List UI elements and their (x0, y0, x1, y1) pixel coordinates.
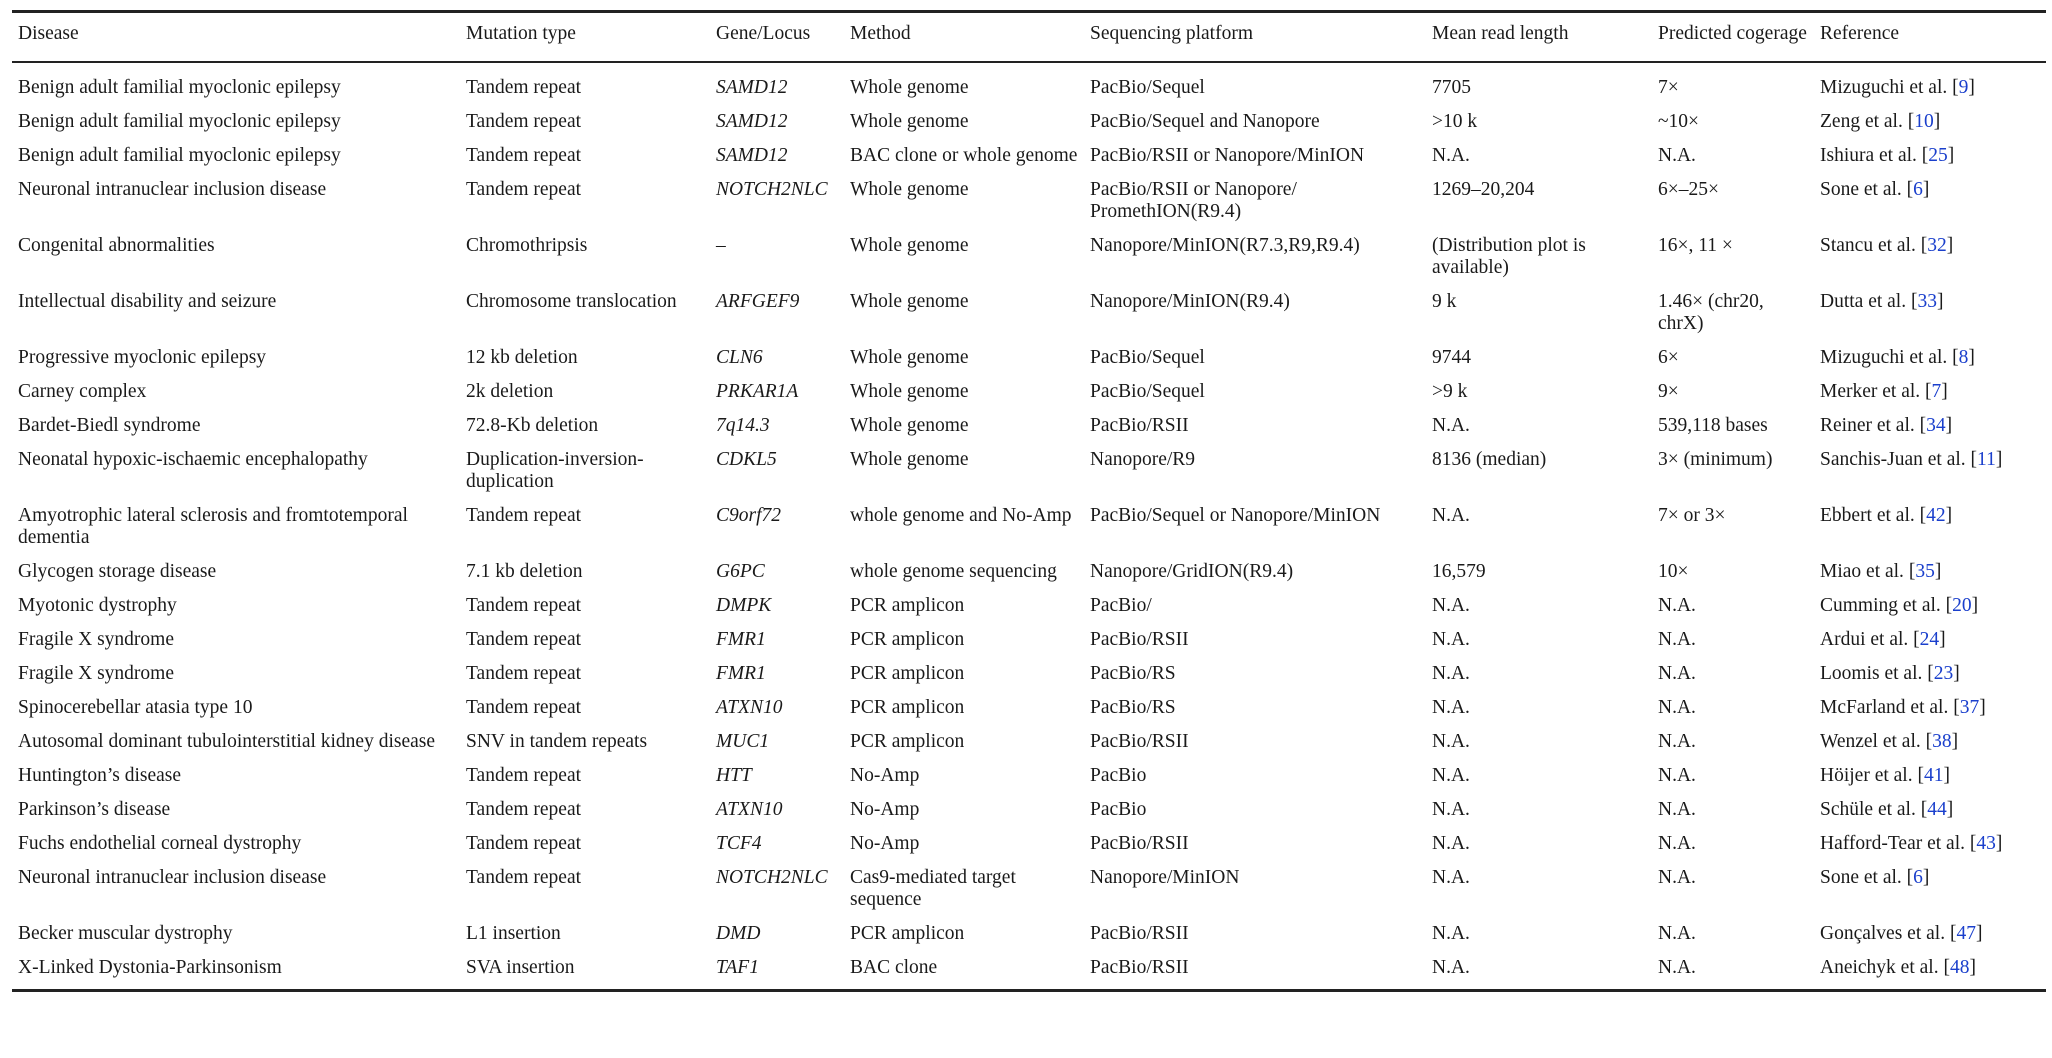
reference-citation-link[interactable]: 11 (1977, 448, 1996, 470)
mutation-type-cell: Tandem repeat (466, 76, 582, 98)
method-cell: Whole genome (850, 380, 969, 402)
disease-cell: Benign adult familial myoclonic epilepsy (18, 144, 341, 166)
gene-locus-cell: ARFGEF9 (716, 290, 800, 312)
header-method: Method (850, 23, 911, 44)
disease-cell: Huntington’s disease (18, 764, 182, 786)
gene-locus-cell: G6PC (716, 560, 765, 582)
method-cell: No-Amp (850, 764, 920, 786)
disease-cell: Congenital abnormalities (18, 234, 215, 256)
reference-citation-link[interactable]: 43 (1976, 832, 1996, 854)
table-row (12, 62, 2046, 102)
gene-locus-cell: 7q14.3 (716, 414, 770, 436)
gene-locus-cell: ATXN10 (716, 798, 783, 820)
sequencing-platform-cell: PacBio/RSII or Nanopore/MinION (1090, 144, 1365, 166)
reference-cell: Cumming et al. [20] (1820, 594, 1979, 616)
mean-read-length-cell: N.A. (1432, 594, 1470, 616)
table-row (12, 858, 2046, 914)
mutation-type-cell: 72.8-Kb deletion (466, 414, 599, 436)
mean-read-length-cell: 1269–20,204 (1432, 178, 1535, 200)
reference-cell: Ardui et al. [24] (1820, 628, 1946, 650)
reference-cell: Loomis et al. [23] (1820, 662, 1960, 684)
mutation-type-cell: Tandem repeat (466, 764, 582, 786)
method-cell: whole genome and No-Amp (850, 504, 1072, 526)
mutation-type-cell: SNV in tandem repeats (466, 730, 648, 752)
mean-read-length-cell: N.A. (1432, 798, 1470, 820)
reference-author: Mizuguchi et al. (1820, 346, 1948, 368)
mean-read-length-cell: 8136 (median) (1432, 448, 1547, 470)
header-sequencing-platform: Sequencing platform (1090, 23, 1253, 44)
table-row (12, 170, 2046, 226)
header-disease: Disease (18, 23, 79, 44)
gene-locus-cell: HTT (716, 764, 752, 786)
method-cell: Cas9-mediated target sequence (850, 866, 1016, 910)
mean-read-length-cell: N.A. (1432, 414, 1470, 436)
mutation-type-cell: Chromosome translocation (466, 290, 677, 312)
sequencing-platform-cell: PacBio (1090, 764, 1147, 786)
mutation-type-cell: Tandem repeat (466, 178, 582, 200)
disease-cell: Glycogen storage disease (18, 560, 217, 582)
disease-cell: Benign adult familial myoclonic epilepsy (18, 76, 341, 98)
mutation-type-cell: 12 kb deletion (466, 346, 578, 368)
reference-author: Loomis et al. (1820, 662, 1923, 684)
mutation-type-cell: 2k deletion (466, 380, 554, 402)
reference-citation-link[interactable]: 44 (1927, 798, 1947, 820)
predicted-coverage-cell: N.A. (1658, 144, 1696, 166)
mean-read-length-cell: N.A. (1432, 662, 1470, 684)
gene-locus-cell: SAMD12 (716, 110, 788, 132)
predicted-coverage-cell: N.A. (1658, 594, 1696, 616)
gene-locus-cell: FMR1 (716, 628, 766, 650)
reference-citation-link[interactable]: 32 (1927, 234, 1947, 256)
predicted-coverage-cell: N.A. (1658, 628, 1696, 650)
method-cell: Whole genome (850, 76, 969, 98)
reference-cell: Gonçalves et al. [47] (1820, 922, 1983, 944)
disease-cell: Spinocerebellar atasia type 10 (18, 696, 253, 718)
predicted-coverage-cell: N.A. (1658, 832, 1696, 854)
mutation-type-cell: Tandem repeat (466, 504, 582, 526)
table-row (12, 948, 2046, 991)
mutation-type-cell: Tandem repeat (466, 110, 582, 132)
reference-citation-link[interactable]: 20 (1952, 594, 1972, 616)
sequencing-platform-cell: PacBio/Sequel or Nanopore/MinION (1090, 504, 1381, 526)
reference-author: Wenzel et al. (1820, 730, 1921, 752)
mean-read-length-cell: N.A. (1432, 832, 1470, 854)
reference-author: Miao et al. (1820, 560, 1904, 582)
disease-cell: Autosomal dominant tubulointerstitial kidney disease (18, 730, 436, 752)
reference-author: Schüle et al. (1820, 798, 1916, 820)
mean-read-length-cell: N.A. (1432, 730, 1470, 752)
table-row (12, 282, 2046, 338)
gene-locus-cell: SAMD12 (716, 76, 788, 98)
predicted-coverage-cell: 10× (1658, 560, 1689, 582)
sequencing-platform-cell: PacBio/Sequel and Nanopore (1090, 110, 1320, 132)
gene-locus-cell: ATXN10 (716, 696, 783, 718)
method-cell: Whole genome (850, 234, 969, 256)
gene-locus-cell: MUC1 (716, 730, 770, 752)
table-row (12, 552, 2046, 586)
sequencing-platform-cell: PacBio/RSII (1090, 628, 1189, 650)
reference-author: Cumming et al. (1820, 594, 1941, 616)
reference-citation-link[interactable]: 41 (1923, 764, 1944, 786)
sequencing-platform-cell: PacBio/RS (1090, 696, 1176, 718)
reference-author: Ardui et al. (1820, 628, 1909, 650)
disease-cell: Intellectual disability and seizure (18, 290, 277, 312)
sequencing-platform-cell: Nanopore/MinION(R7.3,R9,R9.4) (1090, 234, 1360, 256)
sequencing-platform-cell: PacBio/RSII (1090, 832, 1189, 854)
mutation-type-cell: Tandem repeat (466, 696, 582, 718)
method-cell: Whole genome (850, 448, 969, 470)
sequencing-platform-cell: PacBio/ (1090, 594, 1152, 616)
method-cell: Whole genome (850, 346, 969, 368)
reference-cell: Mizuguchi et al. [9] (1820, 76, 1975, 98)
table-row (12, 914, 2046, 948)
reference-citation-link[interactable]: 48 (1949, 956, 1970, 978)
reference-cell: Merker et al. [7] (1820, 380, 1948, 402)
mean-read-length-cell: 16,579 (1432, 560, 1486, 582)
reference-cell: Schüle et al. [44] (1820, 798, 1954, 820)
gene-locus-cell: DMPK (716, 594, 772, 616)
gene-locus-cell: SAMD12 (716, 144, 788, 166)
reference-author: Sone et al. (1820, 178, 1902, 200)
method-cell: Whole genome (850, 414, 969, 436)
header-mean-read-length: Mean read length (1432, 23, 1569, 44)
sequencing-platform-cell: PacBio/RS (1090, 662, 1176, 684)
predicted-coverage-cell: N.A. (1658, 662, 1696, 684)
table-row (12, 440, 2046, 496)
gene-locus-cell: – (716, 234, 726, 256)
predicted-coverage-cell: 7× or 3× (1658, 504, 1726, 526)
disease-cell: Fragile X syndrome (18, 628, 174, 650)
table-row (12, 586, 2046, 620)
table-row (12, 654, 2046, 688)
reference-citation-link[interactable]: 35 (1915, 560, 1935, 582)
disease-cell: Fuchs endothelial corneal dystrophy (18, 832, 302, 854)
reference-cell: McFarland et al. [37] (1820, 696, 1986, 718)
gene-locus-cell: TAF1 (716, 956, 759, 978)
method-cell: BAC clone or whole genome (850, 144, 1078, 166)
reference-citation-link[interactable]: 6 (1913, 178, 1923, 200)
reference-author: Ishiura et al. (1820, 144, 1917, 166)
sequencing-platform-cell: Nanopore/MinION (1090, 866, 1240, 888)
gene-locus-cell: C9orf72 (716, 504, 782, 526)
predicted-coverage-cell: N.A. (1658, 730, 1696, 752)
mutation-type-cell: L1 insertion (466, 922, 561, 944)
table-row (12, 824, 2046, 858)
mutation-type-cell: Tandem repeat (466, 662, 582, 684)
reference-cell: Ishiura et al. [25] (1820, 144, 1955, 166)
sequencing-platform-cell: PacBio/RSII (1090, 922, 1189, 944)
data-table (12, 10, 2046, 992)
method-cell: PCR amplicon (850, 730, 965, 752)
header-reference: Reference (1820, 23, 1900, 44)
reference-cell: Dutta et al. [33] (1820, 290, 1944, 312)
predicted-coverage-cell: N.A. (1658, 696, 1696, 718)
mean-read-length-cell: N.A. (1432, 628, 1470, 650)
reference-author: Mizuguchi et al. (1820, 76, 1948, 98)
mutation-type-cell: 7.1 kb deletion (466, 560, 583, 582)
method-cell: PCR amplicon (850, 922, 965, 944)
disease-cell: Neonatal hypoxic-ischaemic encephalopathy (18, 448, 368, 470)
disease-cell: Progressive myoclonic epilepsy (18, 346, 267, 368)
gene-locus-cell: NOTCH2NLC (716, 866, 828, 888)
method-cell: PCR amplicon (850, 696, 965, 718)
predicted-coverage-cell: 6× (1658, 346, 1679, 368)
predicted-coverage-cell: N.A. (1658, 922, 1696, 944)
gene-locus-cell: FMR1 (716, 662, 766, 684)
reference-citation-link[interactable]: 10 (1914, 110, 1934, 132)
table-row (12, 136, 2046, 170)
mutation-type-cell: Tandem repeat (466, 866, 582, 888)
reference-cell: Höijer et al. [41] (1820, 764, 1950, 786)
method-cell: whole genome sequencing (850, 560, 1057, 582)
predicted-coverage-cell: N.A. (1658, 798, 1696, 820)
mean-read-length-cell: N.A. (1432, 866, 1470, 888)
disease-cell: Myotonic dystrophy (18, 594, 177, 616)
mean-read-length-cell: 7705 (1432, 76, 1471, 98)
reference-author: McFarland et al. (1820, 696, 1949, 718)
reference-citation-link[interactable]: 42 (1926, 504, 1946, 526)
method-cell: No-Amp (850, 832, 920, 854)
mutation-type-cell: Duplication-inversion-duplication (466, 448, 644, 492)
reference-cell: Stancu et al. [32] (1820, 234, 1954, 256)
reference-author: Stancu et al. (1820, 234, 1916, 256)
mutation-type-cell: Tandem repeat (466, 798, 582, 820)
table-row (12, 620, 2046, 654)
reference-author: Reiner et al. (1820, 414, 1915, 436)
sequencing-platform-cell: PacBio/Sequel (1090, 380, 1205, 402)
table-row (12, 372, 2046, 406)
reference-cell: Sone et al. [6] (1820, 866, 1930, 888)
predicted-coverage-cell: 16×, 11 × (1658, 234, 1733, 256)
gene-locus-cell: CLN6 (716, 346, 763, 368)
reference-citation-link[interactable]: 37 (1959, 696, 1980, 718)
mutation-type-cell: Tandem repeat (466, 832, 582, 854)
reference-author: Gonçalves et al. (1820, 922, 1946, 944)
mutation-type-cell: Chromothripsis (466, 234, 588, 256)
mean-read-length-cell: >10 k (1432, 110, 1478, 132)
gene-locus-cell: TCF4 (716, 832, 762, 854)
sequencing-platform-cell: Nanopore/GridION(R9.4) (1090, 560, 1294, 582)
mutation-type-cell: Tandem repeat (466, 628, 582, 650)
method-cell: PCR amplicon (850, 594, 965, 616)
mean-read-length-cell: N.A. (1432, 956, 1470, 978)
reference-citation-link[interactable]: 47 (1956, 922, 1976, 944)
reference-citation-link[interactable]: 8 (1958, 346, 1969, 368)
disease-cell: Fragile X syndrome (18, 662, 174, 684)
method-cell: Whole genome (850, 178, 969, 200)
reference-author: Ebbert et al. (1820, 504, 1915, 526)
mean-read-length-cell: N.A. (1432, 696, 1470, 718)
header-gene-locus: Gene/Locus (716, 23, 811, 44)
disease-cell: X-Linked Dystonia-Parkinsonism (18, 956, 282, 978)
reference-author: Aneichyk et al. (1820, 956, 1939, 978)
reference-citation-link[interactable]: 6 (1913, 866, 1923, 888)
reference-author: Hafford-Tear et al. (1820, 832, 1965, 854)
reference-citation-link[interactable]: 25 (1928, 144, 1948, 166)
predicted-coverage-cell: 6×–25× (1658, 178, 1719, 200)
disease-cell: Bardet-Biedl syndrome (18, 414, 201, 436)
table-row (12, 338, 2046, 372)
disease-cell: Carney complex (18, 380, 147, 402)
table-row (12, 756, 2046, 790)
sequencing-platform-cell: PacBio/RSII (1090, 956, 1189, 978)
reference-cell: Ebbert et al. [42] (1820, 504, 1953, 526)
reference-author: Zeng et al. (1820, 110, 1903, 132)
header-predicted-coverage: Predicted cogerage (1658, 23, 1807, 44)
predicted-coverage-cell: ~10× (1658, 110, 1700, 132)
table-body (12, 62, 2046, 991)
sequencing-platform-cell: PacBio/RSII (1090, 730, 1189, 752)
sequencing-platform-cell: PacBio/Sequel (1090, 346, 1205, 368)
mean-read-length-cell: 9 k (1432, 290, 1457, 312)
reference-cell: Miao et al. [35] (1820, 560, 1942, 582)
mean-read-length-cell: N.A. (1432, 144, 1470, 166)
table-row (12, 226, 2046, 282)
reference-author: Merker et al. (1820, 380, 1921, 402)
mean-read-length-cell: 9744 (1432, 346, 1471, 368)
predicted-coverage-cell: 9× (1658, 380, 1679, 402)
disease-cell: Amyotrophic lateral sclerosis and fromtotemporal dementia (18, 504, 408, 548)
table-row (12, 688, 2046, 722)
reference-cell: Reiner et al. [34] (1820, 414, 1953, 436)
table-row (12, 722, 2046, 756)
sequencing-platform-cell: Nanopore/MinION(R9.4) (1090, 290, 1290, 312)
header-row (12, 12, 2046, 62)
disease-cell: Becker muscular dystrophy (18, 922, 233, 944)
predicted-coverage-cell: 7× (1658, 76, 1679, 98)
sequencing-platform-cell: PacBio/RSII or Nanopore/ PromethION(R9.4) (1090, 178, 1297, 222)
reference-citation-link[interactable]: 9 (1958, 76, 1969, 98)
reference-cell: Wenzel et al. [38] (1820, 730, 1959, 752)
method-cell: PCR amplicon (850, 628, 965, 650)
header-mutation-type: Mutation type (466, 23, 576, 44)
method-cell: No-Amp (850, 798, 920, 820)
mean-read-length-cell: (Distribution plot is available) (1432, 234, 1586, 278)
mean-read-length-cell: N.A. (1432, 764, 1470, 786)
reference-author: Sanchis-Juan et al. (1820, 448, 1966, 470)
mean-read-length-cell: >9 k (1432, 380, 1468, 402)
reference-author: Dutta et al. (1820, 290, 1907, 312)
gene-locus-cell: PRKAR1A (716, 380, 799, 402)
sequencing-platform-cell: PacBio/Sequel (1090, 76, 1205, 98)
predicted-coverage-cell: N.A. (1658, 866, 1696, 888)
disease-cell: Neuronal intranuclear inclusion disease (18, 178, 327, 200)
mutation-type-cell: Tandem repeat (466, 144, 582, 166)
mean-read-length-cell: N.A. (1432, 504, 1470, 526)
predicted-coverage-cell: 3× (minimum) (1658, 448, 1773, 470)
reference-cell: Hafford-Tear et al. [43] (1820, 832, 2003, 854)
mutation-type-cell: Tandem repeat (466, 594, 582, 616)
sequencing-platform-cell: Nanopore/R9 (1090, 448, 1196, 470)
disease-cell: Benign adult familial myoclonic epilepsy (18, 110, 341, 132)
predicted-coverage-cell: N.A. (1658, 956, 1696, 978)
table-row (12, 406, 2046, 440)
table-row (12, 496, 2046, 552)
disease-cell: Neuronal intranuclear inclusion disease (18, 866, 327, 888)
predicted-coverage-cell: 539,118 bases (1658, 414, 1768, 436)
reference-author: Sone et al. (1820, 866, 1902, 888)
sequencing-platform-cell: PacBio (1090, 798, 1147, 820)
sequencing-platform-cell: PacBio/RSII (1090, 414, 1189, 436)
reference-citation-link[interactable]: 38 (1932, 730, 1952, 752)
table-container (12, 10, 2046, 992)
reference-cell: Sone et al. [6] (1820, 178, 1930, 200)
reference-cell: Mizuguchi et al. [8] (1820, 346, 1975, 368)
reference-citation-link[interactable]: 23 (1933, 662, 1954, 684)
reference-cell: Sanchis-Juan et al. [11] (1820, 448, 2003, 470)
method-cell: PCR amplicon (850, 662, 965, 684)
method-cell: Whole genome (850, 290, 969, 312)
reference-citation-link[interactable]: 34 (1926, 414, 1946, 436)
reference-cell: Aneichyk et al. [48] (1820, 956, 1976, 978)
mutation-type-cell: SVA insertion (466, 956, 575, 978)
table-row (12, 790, 2046, 824)
method-cell: BAC clone (850, 956, 938, 978)
gene-locus-cell: DMD (716, 922, 761, 944)
reference-citation-link[interactable]: 7 (1931, 380, 1942, 402)
gene-locus-cell: CDKL5 (716, 448, 777, 470)
reference-citation-link[interactable]: 24 (1919, 628, 1940, 650)
predicted-coverage-cell: 1.46× (chr20, chrX) (1658, 290, 1764, 334)
reference-cell: Zeng et al. [10] (1820, 110, 1941, 132)
table-header (12, 12, 2046, 62)
predicted-coverage-cell: N.A. (1658, 764, 1696, 786)
mean-read-length-cell: N.A. (1432, 922, 1470, 944)
disease-cell: Parkinson’s disease (18, 798, 171, 820)
gene-locus-cell: NOTCH2NLC (716, 178, 828, 200)
method-cell: Whole genome (850, 110, 969, 132)
reference-citation-link[interactable]: 33 (1917, 290, 1937, 312)
reference-author: Höijer et al. (1820, 764, 1913, 786)
table-row (12, 102, 2046, 136)
